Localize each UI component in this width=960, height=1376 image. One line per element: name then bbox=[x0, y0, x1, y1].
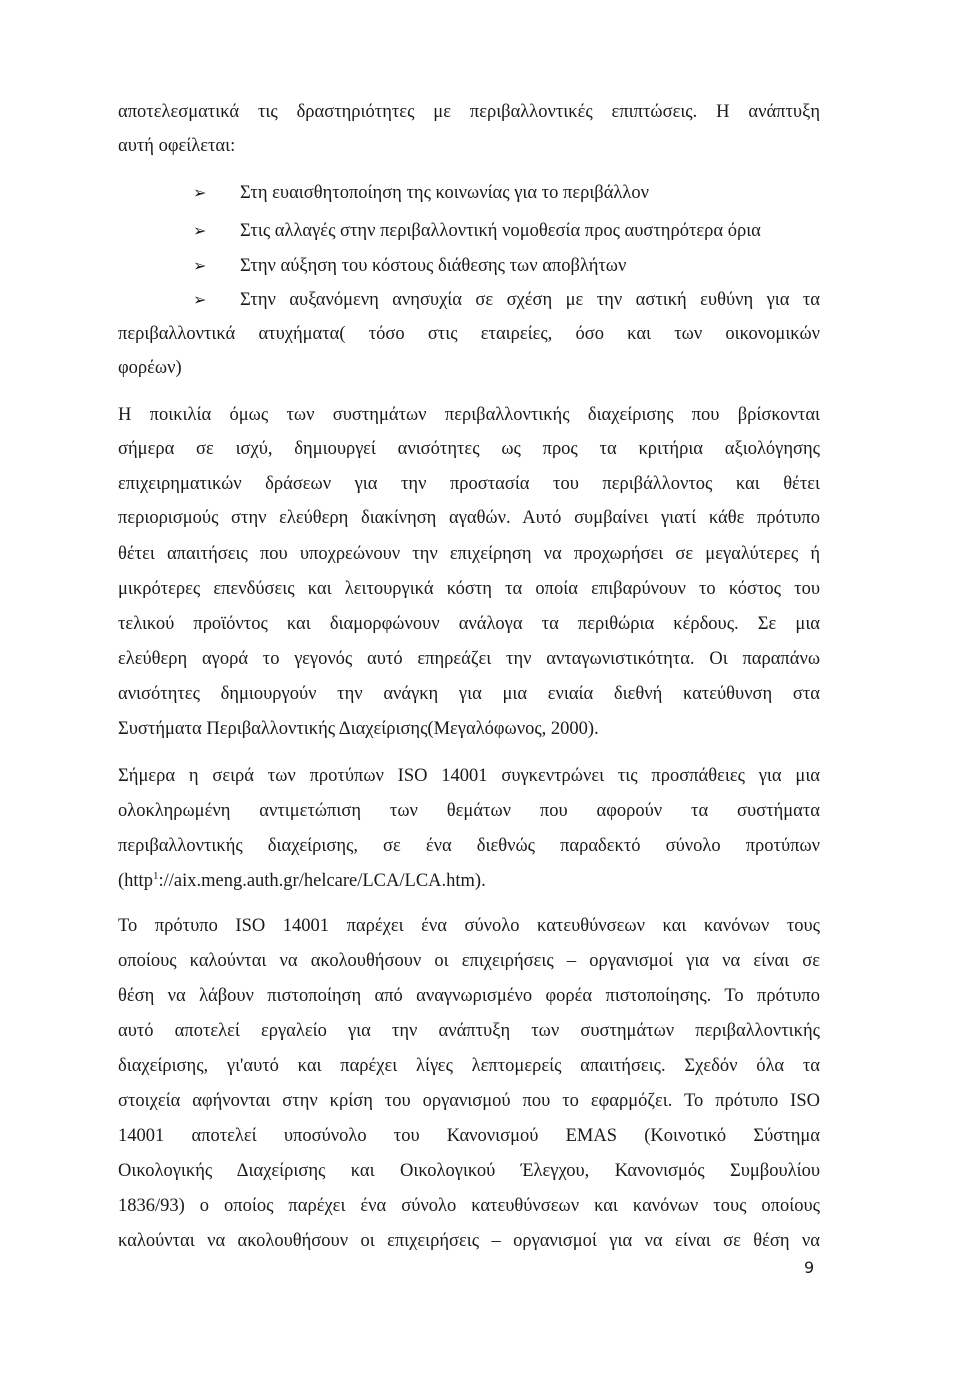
page-number: 9 bbox=[804, 1258, 815, 1277]
paragraph-line: ολοκληρωμένη αντιμετώπιση των θεμάτων που αφορούν τα συστήματα bbox=[118, 801, 820, 821]
bullet-item-4: Στην αυξανόμενη ανησυχία σε σχέση με την αστική ευθύνη για τα bbox=[240, 290, 820, 310]
paragraph-line: στοιχεία αφήνονται στην κρίση του οργανισμού που το εφαρμόζει. Το πρότυπο ISO bbox=[118, 1091, 820, 1111]
url-suffix: ://aix.meng.auth.gr/helcare/LCA/LCA.htm). bbox=[158, 871, 486, 891]
url-prefix: (http bbox=[118, 871, 153, 891]
paragraph-line: διαχείρισης, γι'αυτό και παρέχει λίγες λεπτομερείς απαιτήσεις. Σχεδόν όλα τα bbox=[118, 1056, 820, 1076]
paragraph-line: ελεύθερη αγορά το γεγονός αυτό επηρεάζει την ανταγωνιστικότητα. Οι παραπάνω bbox=[118, 649, 820, 669]
paragraph-line: 1836/93) ο οποίος παρέχει ένα σύνολο κατευθύνσεων και κανόνων τους οποίους bbox=[118, 1196, 820, 1216]
paragraph-line: καλούνται να ακολουθήσουν οι επιχειρήσεις – οργανισμοί για να είναι σε θέση να bbox=[118, 1231, 820, 1251]
paragraph-line: σήμερα σε ισχύ, δημιουργεί ανισότητες ως προς τα κριτήρια αξιολόγησης bbox=[118, 439, 820, 459]
paragraph-line: Συστήματα Περιβαλλοντικής Διαχείρισης(Μεγαλόφωνος, 2000). bbox=[118, 719, 599, 739]
bullet-item-3: Στην αύξηση του κόστους διάθεσης των αποβλήτων bbox=[240, 256, 627, 276]
paragraph-line: Σήμερα η σειρά των προτύπων ISO 14001 συγκεντρώνει τις προσπάθειες για μια bbox=[118, 766, 820, 786]
paragraph-line: μικρότερες επενδύσεις και λειτουργικά κόστη τα οποία επιβαρύνουν το κόστος του bbox=[118, 579, 820, 599]
arrow-bullet-icon: ➢ bbox=[193, 183, 207, 202]
arrow-bullet-icon: ➢ bbox=[193, 221, 207, 240]
paragraph-line: αυτό αποτελεί εργαλείο για την ανάπτυξη των συστημάτων περιβαλλοντικής bbox=[118, 1021, 820, 1041]
bullet-item-4-cont-2: φορέων) bbox=[118, 358, 182, 378]
bullet-item-2: Στις αλλαγές στην περιβαλλοντική νομοθεσία προς αυστηρότερα όρια bbox=[240, 221, 761, 241]
paragraph-line: Οικολογικής Διαχείρισης και Οικολογικού Έλεγχου, Κανονισμός Συμβουλίου bbox=[118, 1161, 820, 1181]
footnote-url-line bbox=[118, 869, 820, 893]
paragraph-line: Η ποικιλία όμως των συστημάτων περιβαλλοντικής διαχείρισης που βρίσκονται bbox=[118, 405, 820, 425]
arrow-bullet-icon: ➢ bbox=[193, 256, 207, 275]
intro-line-2: αυτή οφείλεται: bbox=[118, 136, 236, 156]
paragraph-line: περιβαλλοντικής διαχείρισης, σε ένα διεθνώς παραδεκτό σύνολο προτύπων bbox=[118, 836, 820, 856]
footnote-marker: 1 bbox=[152, 869, 159, 882]
paragraph-line: περιορισμούς στην ελεύθερη διακίνηση αγαθών. Αυτό συμβαίνει γιατί κάθε πρότυπο bbox=[118, 508, 820, 528]
intro-line-1: αποτελεσματικά τις δραστηριότητες με περιβαλλοντικές επιπτώσεις. Η ανάπτυξη bbox=[118, 102, 820, 122]
paragraph-line: ανισότητες δημιουργούν την ανάγκη για μια ενιαία διεθνή κατεύθυνση στα bbox=[118, 684, 820, 704]
paragraph-line: επιχειρηματικών δράσεων για την προστασία του περιβάλλοντος και θέτει bbox=[118, 474, 820, 494]
paragraph-line: οποίους καλούνται να ακολουθήσουν οι επιχειρήσεις – οργανισμοί για να είναι σε bbox=[118, 951, 820, 971]
paragraph-line: θέση να λάβουν πιστοποίηση από αναγνωρισμένο φορέα πιστοποίησης. Το πρότυπο bbox=[118, 986, 820, 1006]
arrow-bullet-icon: ➢ bbox=[193, 290, 207, 309]
paragraph-line: τελικού προϊόντος και διαμορφώνουν ανάλογα τα περιθώρια κέρδους. Σε μια bbox=[118, 614, 820, 634]
paragraph-line: 14001 αποτελεί υποσύνολο του Κανονισμού EMAS (Κοινοτικό Σύστημα bbox=[118, 1126, 820, 1146]
paragraph-line: Το πρότυπο ISO 14001 παρέχει ένα σύνολο κατευθύνσεων και κανόνων τους bbox=[118, 916, 820, 936]
bullet-item-1: Στη ευαισθητοποίηση της κοινωνίας για το περιβάλλον bbox=[240, 183, 649, 203]
paragraph-line: θέτει απαιτήσεις που υποχρεώνουν την επιχείρηση να προχωρήσει σε μεγαλύτερες ή bbox=[118, 544, 820, 564]
bullet-item-4-cont-1: περιβαλλοντικά ατυχήματα( τόσο στις εταιρείες, όσο και των οικονομικών bbox=[118, 324, 820, 344]
